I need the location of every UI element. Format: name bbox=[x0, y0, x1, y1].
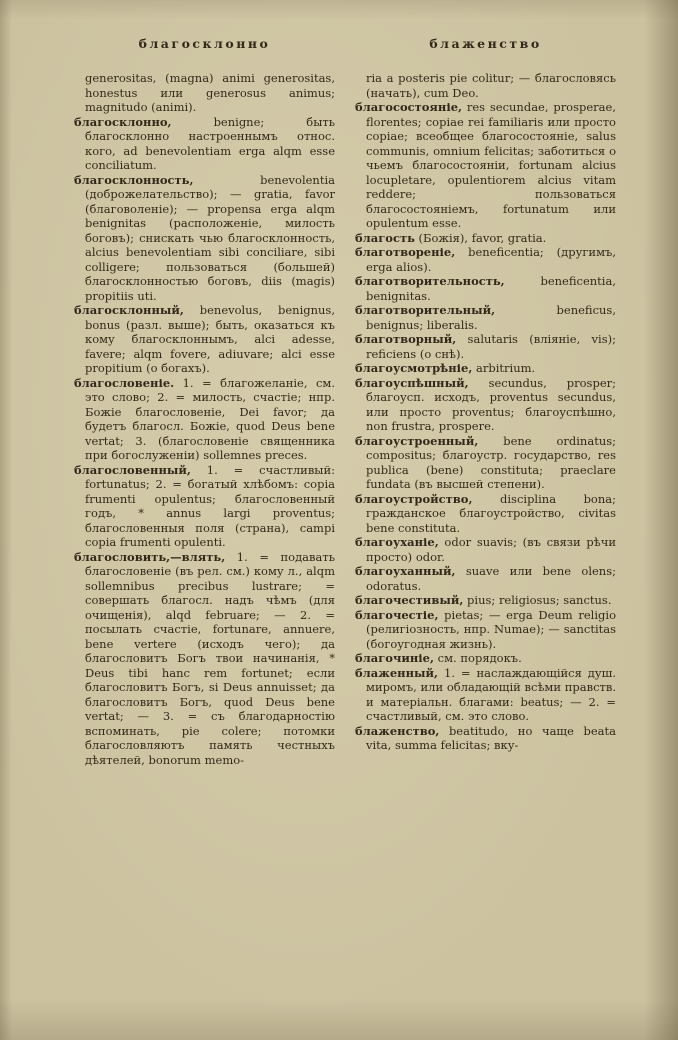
dictionary-entry bbox=[74, 173, 335, 304]
dictionary-entry bbox=[74, 463, 335, 550]
entry-text: salutaris (вліяніе, vis); reficiens (о снѣ). bbox=[366, 332, 616, 361]
dictionary-entry bbox=[355, 564, 616, 593]
headword: благоуспѣшный, bbox=[355, 375, 469, 390]
entry-text: arbitrium. bbox=[472, 361, 536, 375]
headword: благочестивый, bbox=[355, 593, 464, 607]
column-right bbox=[355, 71, 616, 753]
entry-text: beneficentia; (другимъ, erga alios). bbox=[366, 245, 616, 274]
headword: благоуханіе, bbox=[355, 535, 439, 549]
entry-text: generositas, (magna) animi generositas, honestus или generosus animus; magnitudo (animi). bbox=[85, 71, 335, 114]
headword: благость bbox=[355, 230, 415, 245]
dictionary-entry bbox=[355, 332, 616, 361]
headword: благосостояніе, bbox=[355, 100, 463, 114]
headword: благоуханный, bbox=[355, 564, 456, 578]
entry-text: 1. = наслаждающійся душ. миромъ, или обладающій всѣми правств. и матеріальн. благами: beatus; — 2. = счастливый, см. это слово. bbox=[366, 665, 616, 723]
entry-text: res secundae, prosperae, florentes; copiae rei familiaris или просто copiae; всеобщее благосостояніе, salus communis, omnium felicitas; заботиться о чьемъ благосостояніи, fortunam alcius locupletare, opulentiorem alcius vitam reddere; пользоваться благосостояніемъ, fortunatum или opulentum esse. bbox=[366, 100, 616, 230]
dictionary-entry bbox=[74, 71, 335, 115]
entry-text: 1. = счастливый: fortunatus; 2. = богатый хлѣбомъ: copia frumenti opulentus; благословенный годъ, * annus largi proventus; благословенныя поля (страна), campi copia frumenti opulenti. bbox=[85, 462, 335, 549]
headword: благотворительность, bbox=[355, 274, 505, 288]
dictionary-entry bbox=[74, 303, 335, 376]
headword: благосклонность, bbox=[74, 172, 194, 187]
entry-text: benevolentia (доброжелательство); — gratia, favor (благоволеніе); — propensa erga alqm benignitas (расположеніе, милость боговъ); снискать чью благосклонность, alcius benevolentiam sibi conciliare, sibi colligere; пользоваться (большей) благосклонностью боговъ, diis (magis) propitiis uti. bbox=[85, 172, 335, 303]
running-head bbox=[74, 36, 616, 51]
headword: благочестіе, bbox=[355, 607, 439, 622]
dictionary-entry bbox=[74, 550, 335, 768]
dictionary-entry bbox=[355, 492, 616, 536]
dictionary-entry bbox=[355, 434, 616, 492]
entry-text: beatitudo, но чаще beata vita, summa felicitas; вку- bbox=[366, 723, 616, 752]
headword: благословеніе. bbox=[74, 375, 175, 390]
dictionary-entry bbox=[355, 593, 616, 608]
headword: благосклонно, bbox=[74, 114, 172, 129]
dictionary-entry bbox=[355, 376, 616, 434]
entry-text: disciplina bona; гражданское благоустройство, civitas bene constituta. bbox=[366, 491, 616, 535]
entry-text: secundus, prosper; благоусп. исходъ, proventus secundus, или просто proventus; благоуспѣшно, non frustra, prospere. bbox=[366, 375, 616, 433]
dictionary-entry bbox=[74, 376, 335, 463]
entry-text: benigne; быть благосклонно настроеннымъ относ. кого, ad benevolentiam erga alqm esse conciliatum. bbox=[85, 114, 335, 172]
dictionary-entry bbox=[355, 231, 616, 246]
entry-text: odor suavis; (въ связи рѣчи просто) odor. bbox=[366, 535, 616, 564]
headword: благосклонный, bbox=[74, 303, 184, 317]
dictionary-entry bbox=[355, 666, 616, 724]
entry-text: ria a posteris pie colitur; — благословясь (начать), cum Deo. bbox=[366, 71, 616, 100]
dictionary-entry bbox=[355, 608, 616, 652]
dictionary-entry bbox=[355, 71, 616, 100]
dictionary-entry bbox=[355, 535, 616, 564]
headword: благоустроенный, bbox=[355, 433, 479, 448]
dictionary-entry bbox=[355, 361, 616, 376]
headword: благословенный, bbox=[74, 462, 191, 477]
headword: благочиніе, bbox=[355, 651, 435, 665]
dictionary-entry bbox=[355, 724, 616, 753]
headword: благоусмотрѣніе, bbox=[355, 361, 473, 375]
dictionary-entry bbox=[74, 115, 335, 173]
dictionary-entry bbox=[355, 274, 616, 303]
guide-word-left: благосклонно bbox=[138, 36, 271, 51]
headword: благотвореніе, bbox=[355, 245, 456, 259]
entry-text: suave или bene olens; odoratus. bbox=[366, 564, 616, 593]
dictionary-entry bbox=[355, 303, 616, 332]
entry-text: 1. = благожеланіе, см. это слово; 2. = милость, счастіе; нпр. Божіе благословеніе, Dei favor; да будетъ благосл. Божіе, quod Deus bene vertat; 3. (благословеніе священника при богослуженіи) sollemnes preces. bbox=[85, 375, 335, 462]
guide-word-right: блаженство bbox=[429, 36, 542, 51]
column-left bbox=[74, 71, 335, 767]
dictionary-entry bbox=[355, 100, 616, 231]
headword: благоустройство, bbox=[355, 491, 473, 506]
entry-text: pius; religiosus; sanctus. bbox=[463, 593, 612, 607]
entry-text: (Божія), favor, gratia. bbox=[414, 230, 547, 245]
headword: благотворный, bbox=[355, 332, 457, 346]
headword: блаженство, bbox=[355, 723, 440, 738]
entry-text: 1. = подавать благословеніе (въ рел. см.) кому л., alqm sollemnibus precibus lustrare; = совершать благосл. надъ чѣмъ (для очищенія), alqd februare; — 2. = посылать счастіе, fortunare, annuere, bene vertere (исходъ чего); да благословитъ Богъ твои начинанія, * Deus tibi hanc rem fortunet; если благословитъ Богъ, si Deus annuisset; да благословитъ Богъ, quod Deus bene vertat; — 3. = съ благодарностію вспоминать, pie colere; потомки благословляютъ память честныхъ дѣятелей, bonorum memo- bbox=[85, 549, 335, 767]
headword: благословить,—влять, bbox=[74, 549, 226, 564]
entry-text: см. порядокъ. bbox=[434, 651, 522, 665]
entry-text: beneficentia, benignitas. bbox=[366, 274, 616, 303]
entry-text: benevolus, benignus, bonus (разл. выше); быть, оказаться къ кому благосклоннымъ, alci adesse, favere; alqm fovere, adiuvare; alci esse propitium (о богахъ). bbox=[85, 303, 335, 375]
headword: благотворительный, bbox=[355, 303, 496, 317]
text-columns bbox=[74, 71, 616, 767]
dictionary-entry bbox=[355, 651, 616, 666]
headword: блаженный, bbox=[355, 665, 439, 680]
entry-text: bene ordinatus; compositus; благоустр. государство, res publica (bene) constituta; praeclare fundata (въ высшей степени). bbox=[366, 433, 616, 491]
entry-text: beneficus, benignus; liberalis. bbox=[366, 303, 616, 332]
entry-text: pietas; — erga Deum religio (религіозность, нпр. Numae); — sanctitas (богоугодная жизнь). bbox=[366, 607, 616, 651]
dictionary-entry bbox=[355, 245, 616, 274]
